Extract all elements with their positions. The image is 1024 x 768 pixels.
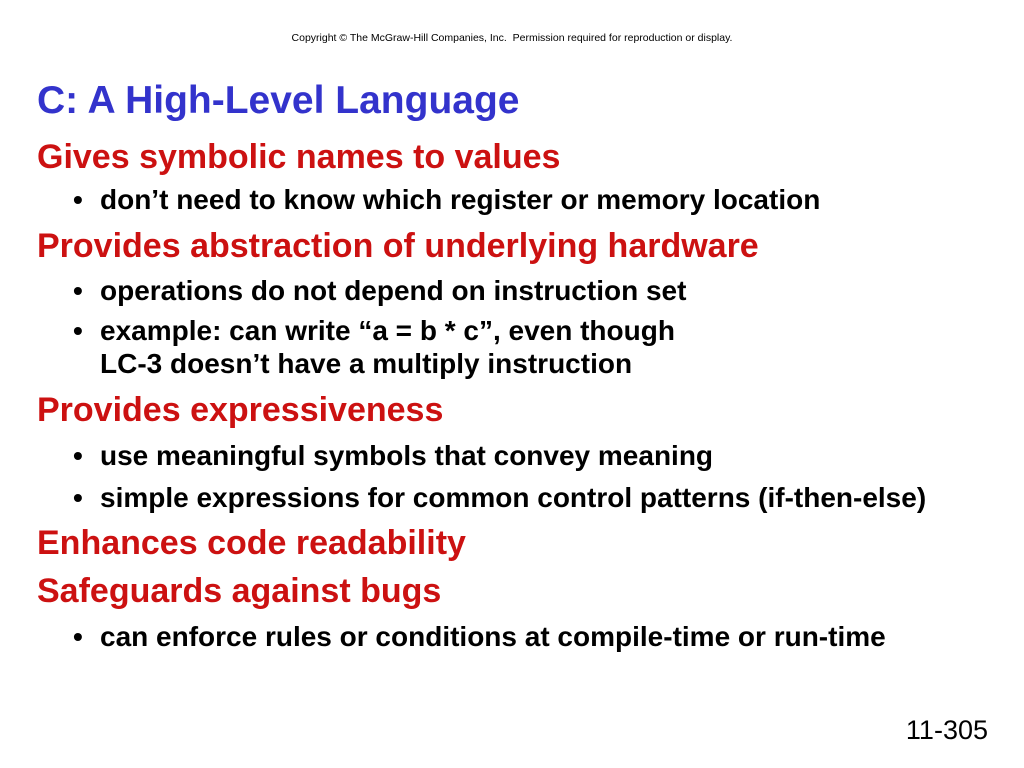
slide-title: C: A High-Level Language <box>37 79 520 122</box>
bullet-marker: • <box>73 440 83 471</box>
bullet-text: don’t need to know which register or memory location <box>100 184 821 215</box>
bullet-marker: • <box>73 482 83 513</box>
bullet-text: simple expressions for common control patterns (if-then-else) <box>100 482 927 513</box>
bullet-text: can enforce rules or conditions at compile-time or run-time <box>100 621 886 652</box>
bullet-item <box>73 620 886 653</box>
bullet-marker: • <box>73 275 83 306</box>
heading-abstraction: Provides abstraction of underlying hardware <box>37 227 759 265</box>
bullet-marker: • <box>73 315 83 346</box>
bullet-text-continuation: LC-3 doesn’t have a multiply instruction <box>100 348 633 379</box>
bullet-marker: • <box>73 184 83 215</box>
bullet-item <box>73 439 713 472</box>
bullet-item <box>73 314 675 347</box>
heading-readability: Enhances code readability <box>37 524 466 562</box>
page-number: 11-305 <box>905 715 988 745</box>
bullet-item <box>73 481 926 514</box>
heading-safeguards: Safeguards against bugs <box>37 572 442 610</box>
heading-symbolic-names: Gives symbolic names to values <box>37 138 561 176</box>
bullet-text: operations do not depend on instruction set <box>100 275 687 306</box>
bullet-marker: • <box>73 621 83 652</box>
bullet-text: use meaningful symbols that convey meaning <box>100 440 714 471</box>
bullet-item <box>73 183 820 216</box>
copyright-notice: Copyright © The McGraw-Hill Companies, Inc. Permission required for reproduction or display. <box>291 32 733 44</box>
heading-expressiveness: Provides expressiveness <box>37 391 444 429</box>
bullet-text: example: can write “a = b * c”, even though <box>100 315 675 346</box>
bullet-item <box>73 274 686 307</box>
